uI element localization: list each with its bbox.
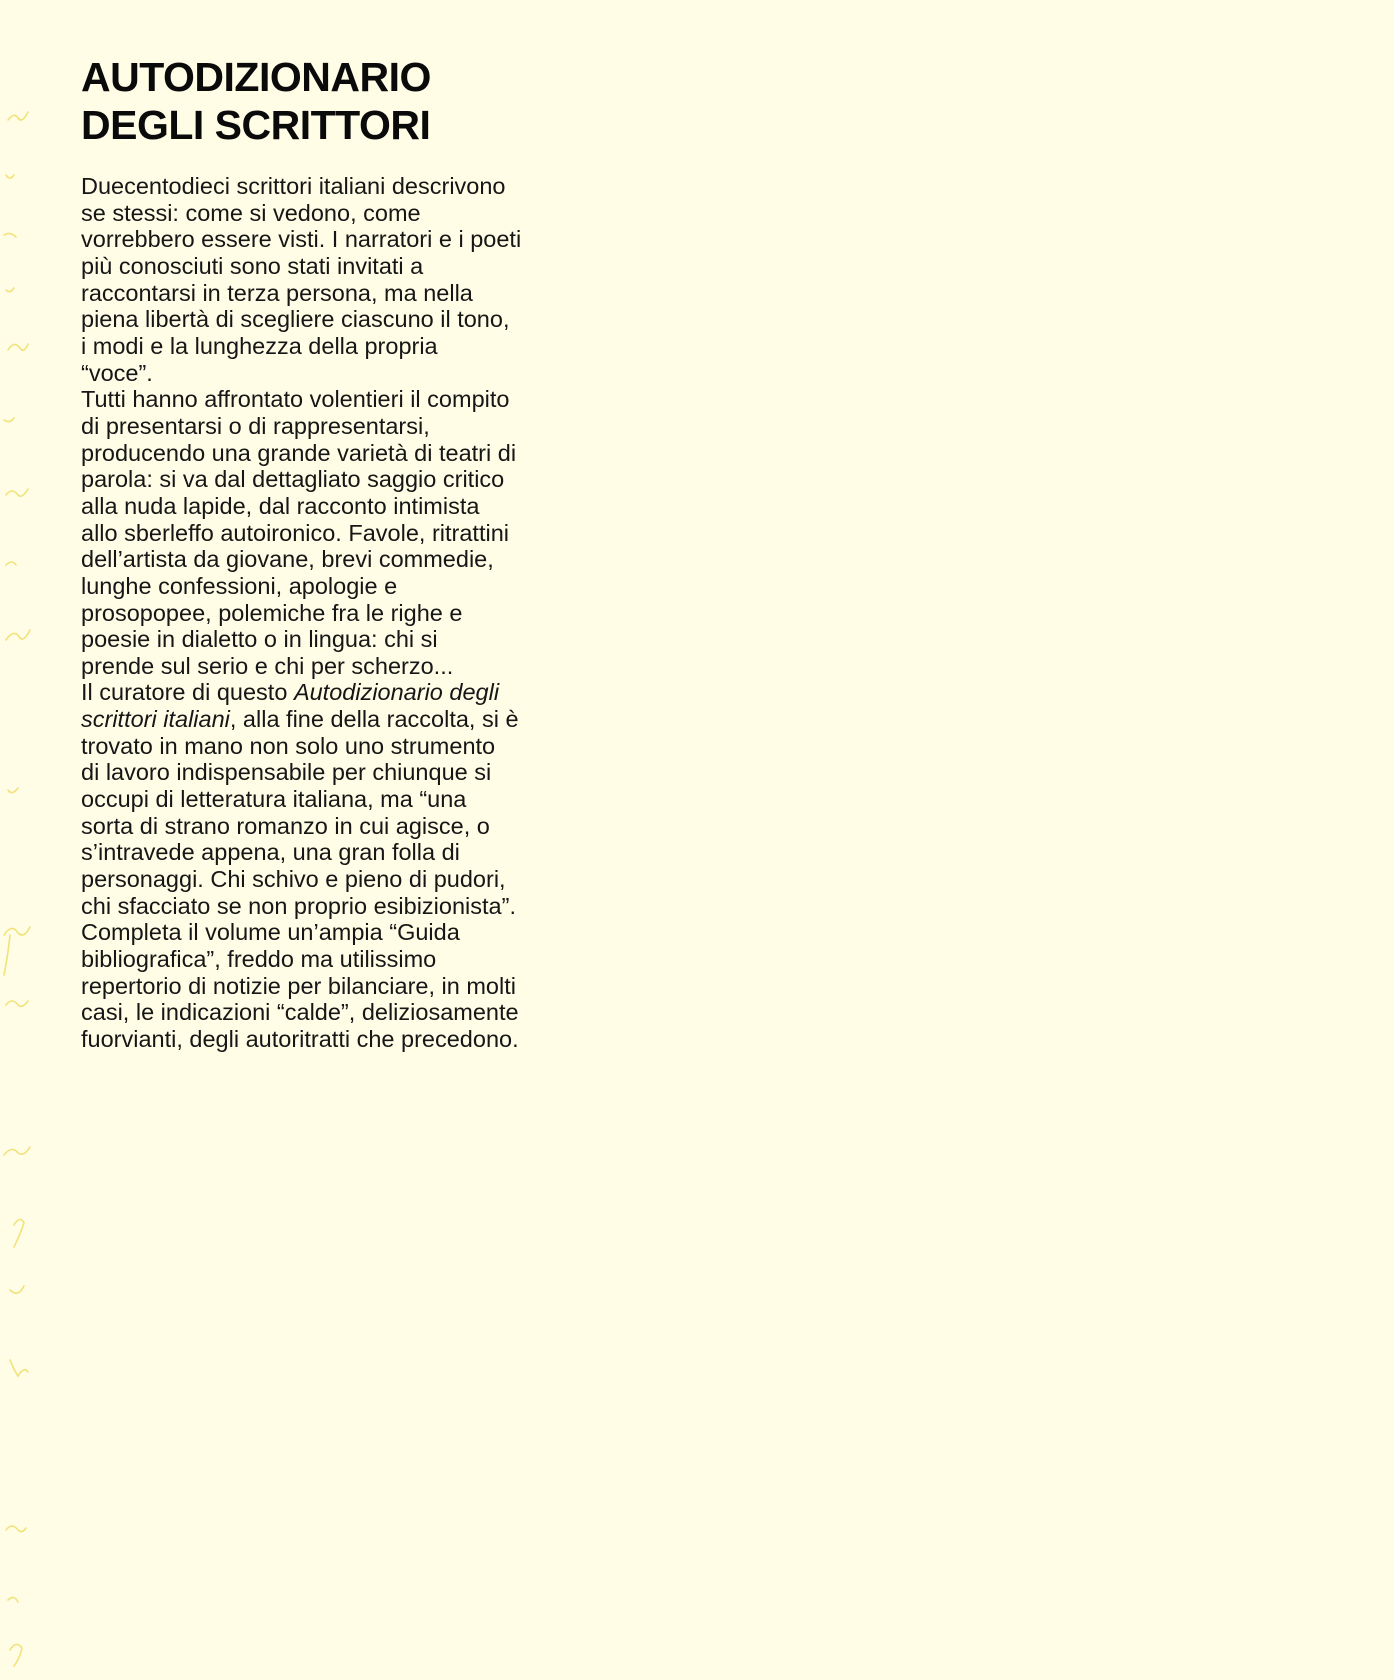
scribble-mark	[8, 1597, 18, 1602]
description-line: prende sul serio e chi per scherzo...	[81, 652, 454, 679]
description-line: Duecentodieci scrittori italiani descrivono	[81, 173, 506, 199]
scribble-mark	[4, 233, 16, 237]
scribble-mark	[6, 288, 14, 292]
description-line: fuorvianti, degli autoritratti che precedono.	[81, 1026, 519, 1052]
description-line: i modi e la lunghezza della propria	[81, 332, 438, 359]
description-line: allo sberleffo autoironico. Favole, ritrattini	[81, 519, 510, 546]
description-line: piena libertà di scegliere ciascuno il tono,	[81, 306, 510, 333]
description-line-mixed	[81, 706, 601, 733]
description-line-mixed	[81, 679, 601, 706]
scribble-mark	[6, 489, 28, 496]
description-line: occupi di letteratura italiana, ma “una	[81, 786, 467, 813]
book-title	[81, 53, 601, 149]
description-line: dell’artista da giovane, brevi commedie,	[81, 546, 494, 573]
book-description	[81, 173, 601, 1053]
italic-book-title: Autodizionario degli	[293, 679, 500, 706]
flap-text-block	[81, 53, 601, 1053]
description-line: “voce”.	[81, 359, 153, 386]
handwriting-margin-decoration	[0, 0, 60, 1680]
description-line: Completa il volume un’ampia “Guida	[81, 919, 460, 946]
description-line: poesie in dialetto o in lingua: chi si	[81, 626, 438, 653]
description-line: alla nuda lapide, dal racconto intimista	[81, 492, 480, 519]
description-line: repertorio di notizie per bilanciare, in molti	[81, 972, 516, 999]
description-line: di lavoro indispensabile per chiunque si	[81, 759, 492, 786]
scribble-mark	[4, 927, 30, 935]
scribble-mark	[4, 418, 14, 422]
scribble-mark	[8, 788, 18, 793]
description-line: producendo una grande varietà di teatri di	[81, 439, 517, 466]
book-title-line-1: AUTODIZIONARIO	[81, 54, 431, 100]
description-line: chi sfacciato se non proprio esibizionista”.	[81, 892, 516, 919]
description-line: raccontarsi in terza persona, ma nella	[81, 279, 473, 306]
scribble-mark	[4, 935, 10, 975]
description-line: vorrebbero essere visti. I narratori e i poeti	[81, 226, 522, 253]
description-line: sorta di strano romanzo in cui agisce, o	[81, 812, 490, 839]
italic-book-title: scrittori italiani	[81, 706, 230, 733]
description-text: , alla fine della raccolta, si è	[229, 706, 519, 733]
scribble-mark	[10, 1286, 24, 1293]
description-line: lunghe confessioni, apologie e	[81, 572, 398, 599]
description-line: di presentarsi o di rappresentarsi,	[81, 412, 430, 439]
description-line: personaggi. Chi schivo e pieno di pudori,	[81, 866, 506, 893]
description-line: Tutti hanno affrontato volentieri il compito	[81, 386, 510, 413]
description-line: prosopopee, polemiche fra le righe e	[81, 599, 463, 626]
scribble-mark	[6, 1526, 26, 1532]
scribble-mark	[10, 1644, 22, 1666]
scribble-mark	[10, 1360, 28, 1376]
scribble-mark	[8, 112, 28, 120]
scribble-mark	[6, 630, 30, 640]
description-line: casi, le indicazioni “calde”, deliziosamente	[81, 999, 519, 1026]
scribble-mark	[6, 1001, 28, 1006]
description-line: se stessi: come si vedono, come	[81, 199, 421, 226]
description-text: Il curatore di questo	[81, 679, 294, 706]
scribble-mark	[8, 344, 28, 350]
description-line: più conosciuti sono stati invitati a	[81, 252, 424, 279]
description-line: parola: si va dal dettagliato saggio critico	[81, 466, 505, 493]
description-line: trovato in mano non solo uno strumento	[81, 732, 496, 759]
description-line: s’intravede appena, una gran folla di	[81, 839, 460, 866]
book-title-line-2: DEGLI SCRITTORI	[81, 102, 431, 148]
description-line: bibliografica”, freddo ma utilissimo	[81, 946, 437, 973]
scribble-mark	[6, 562, 16, 565]
scribble-mark	[4, 1147, 30, 1155]
scribble-mark	[6, 175, 14, 178]
scribble-mark	[14, 1219, 24, 1247]
